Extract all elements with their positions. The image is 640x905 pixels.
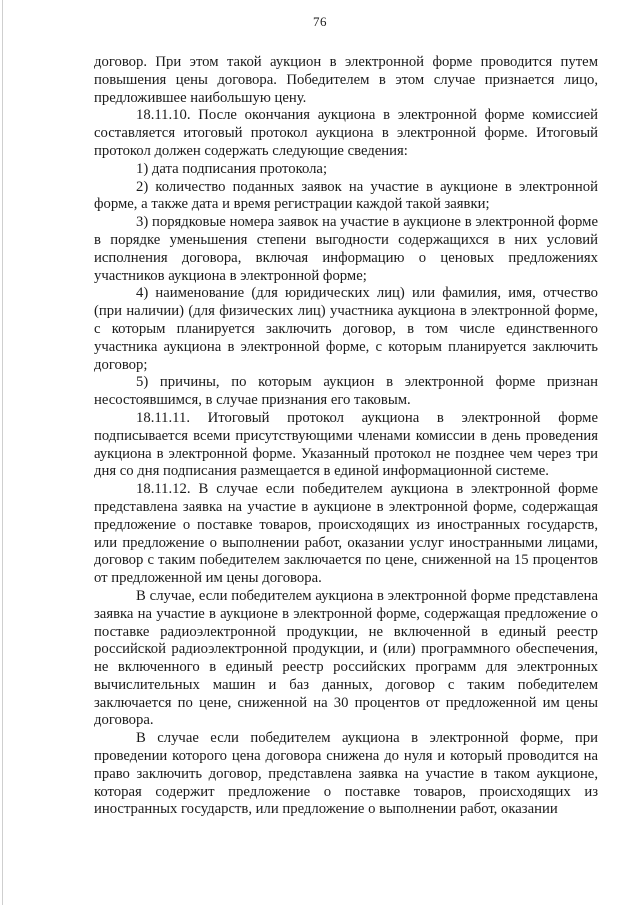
document-body <box>94 54 598 819</box>
paragraph: В случае если победителем аукциона в электронной форме, при проведении которого цена договора снижена до нуля и который проводится на право заключить договор, представлена заявка на участие в таком аукционе, которая содержит предложение о поставке товаров, происходящих из иностранных государств, или предложение о выполнении работ, оказании <box>94 730 598 818</box>
paragraph: 4) наименование (для юридических лиц) или фамилия, имя, отчество (при наличии) (для физических лиц) участника аукциона в электронной форме, с которым планируется заключить договор, в том числе единственного участника аукциона в электронной форме, с которым планируется заключить договор; <box>94 285 598 373</box>
paragraph: 2) количество поданных заявок на участие в аукционе в электронной форме, а также дата и время регистрации каждой такой заявки; <box>94 178 598 213</box>
paragraph: 18.11.10. После окончания аукциона в электронной форме комиссией составляется итоговый протокол аукциона в электронной форме. Итоговый протокол должен содержать следующие сведения: <box>94 107 598 159</box>
paragraph: 5) причины, по которым аукцион в электронной форме признан несостоявшимся, в случае признания его таковым. <box>94 374 598 409</box>
paragraph: В случае, если победителем аукциона в электронной форме представлена заявка на участие в аукционе в электронной форме, содержащая предложение о поставке радиоэлектронной продукции, не включенной в единый реестр российской радиоэлектронной продукции, и (или) программного обеспечения, не включенного в единый реестр российских программ для электронных вычислительных машин и баз данных, договор с таким победителем заключается по цене, сниженной на 30 процентов от предложенной им цены договора. <box>94 587 598 729</box>
paragraph: 1) дата подписания протокола; <box>136 160 328 177</box>
paragraph: 3) порядковые номера заявок на участие в аукционе в электронной форме в порядке уменьшения степени выгодности содержащихся в них условий исполнения договора, включая информацию о ценовых предложениях участников аукциона в электронной форме; <box>94 214 598 284</box>
page-number: 76 <box>313 14 327 29</box>
paragraph: договор. При этом такой аукцион в электронной форме проводится путем повышения цены договора. Победителем в этом случае признается лицо, предложившее наибольшую цену. <box>94 54 598 106</box>
scan-edge <box>2 0 3 905</box>
paragraph: 18.11.11. Итоговый протокол аукциона в электронной форме подписывается всеми присутствующими членами комиссии в день проведения аукциона в электронной форме. Указанный протокол не позднее чем через три дня со дня подписания размещается в единой информационной системе. <box>94 409 598 480</box>
paragraph: 18.11.12. В случае если победителем аукциона в электронной форме представлена заявка на участие в аукционе в электронной форме, содержащая предложение о поставке товаров, происходящих из иностранных государств, или предложение о выполнении работ, оказании услуг иностранными лицами, договор с таким победителем заключается по цене, сниженной на 15 процентов от предложенной им цены договора. <box>94 481 598 587</box>
